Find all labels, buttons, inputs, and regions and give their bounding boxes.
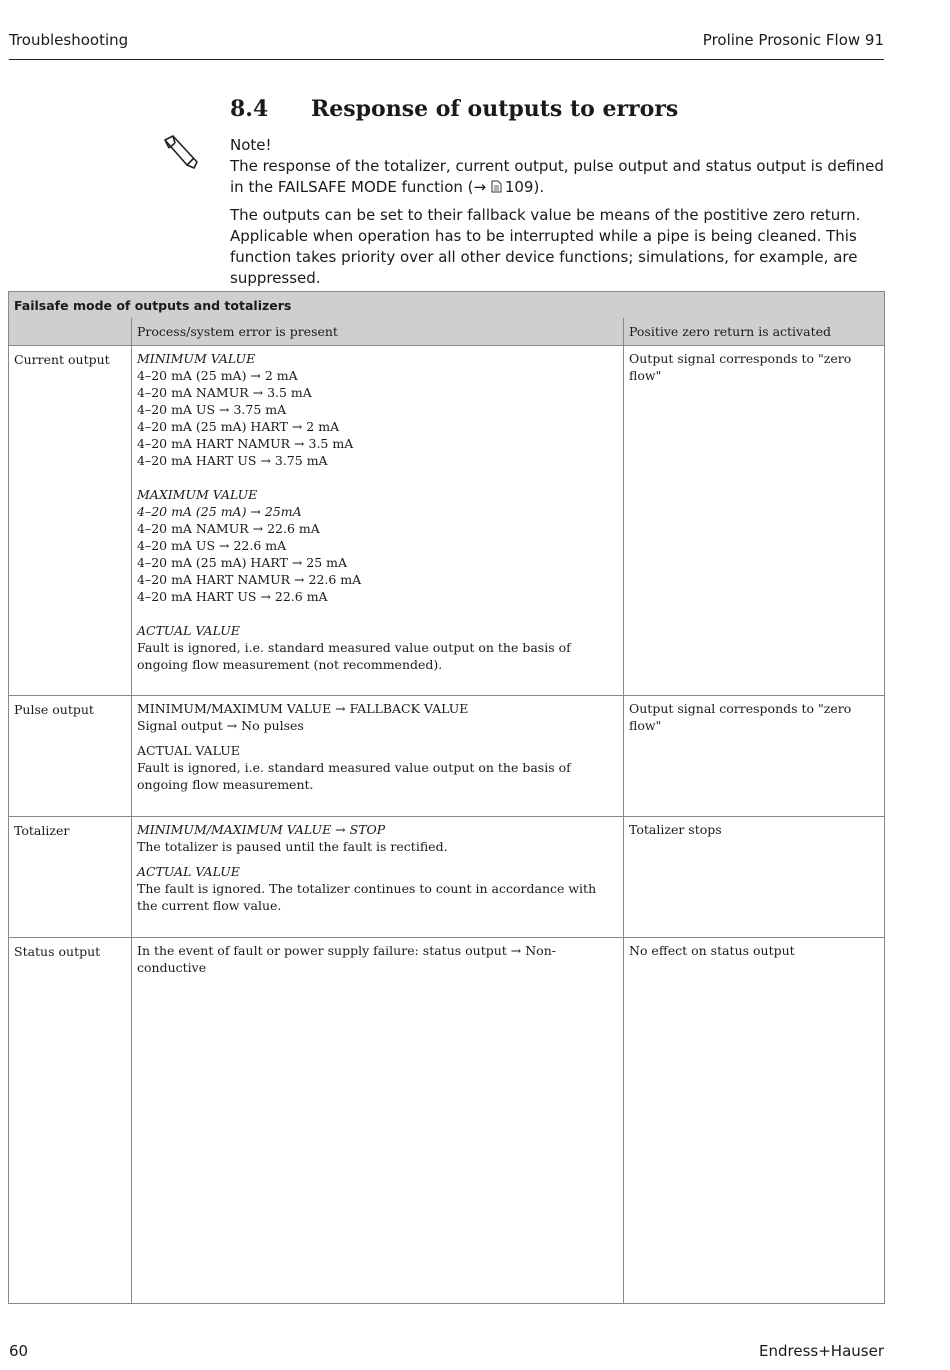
running-header-chapter: Troubleshooting	[9, 31, 129, 49]
function-name: FAILSAFE MODE	[277, 178, 397, 196]
pencil-icon	[161, 134, 201, 170]
row-label-current-output: Current output	[9, 346, 132, 696]
header-rule	[9, 59, 884, 60]
note-label: Note!	[230, 136, 272, 154]
max-value-heading: MAXIMUM VALUE	[137, 487, 258, 502]
totalizer-error-cell	[132, 817, 624, 938]
current-output-zero-return-cell: Output signal corresponds to "zero flow"	[624, 346, 885, 696]
list-item: Signal output → No pulses	[137, 718, 304, 733]
list-item: 4–20 mA HART NAMUR → 22.6 mA	[137, 572, 362, 587]
spacer	[137, 605, 618, 622]
page-reference-icon	[491, 180, 502, 193]
header-empty-cell	[9, 318, 132, 346]
note-text-end: ).	[533, 178, 545, 196]
section-number: 8.4	[230, 96, 269, 122]
table-title: Failsafe mode of outputs and totalizers	[9, 292, 885, 319]
header-zero-return: Positive zero return is activated	[624, 318, 885, 346]
table-row	[9, 346, 885, 696]
page-number: 60	[9, 1342, 29, 1360]
current-output-error-cell	[132, 346, 624, 696]
list-item: 4–20 mA NAMUR → 3.5 mA	[137, 385, 312, 400]
note-text	[230, 156, 885, 198]
row-label-status-output: Status output	[9, 938, 132, 1304]
table-row	[9, 817, 885, 938]
table-row	[9, 696, 885, 817]
list-item: 4–20 mA (25 mA) → 2 mA	[137, 368, 298, 383]
table-row	[9, 938, 885, 1304]
section-title: Response of outputs to errors	[311, 96, 679, 122]
spacer	[137, 734, 618, 742]
list-item: 4–20 mA (25 mA) HART → 2 mA	[137, 419, 340, 434]
list-item: 4–20 mA HART NAMUR → 3.5 mA	[137, 436, 354, 451]
totalizer-zero-return-cell: Totalizer stops	[624, 817, 885, 938]
note-text-start: The response of the totalizer, current output, pulse output and status output is defined in the	[230, 157, 884, 196]
list-item: 4–20 mA HART US → 3.75 mA	[137, 453, 328, 468]
list-item: 4–20 mA US → 22.6 mA	[137, 538, 287, 553]
status-output-error-cell: In the event of fault or power supply failure: status output → Non-conductive	[132, 938, 624, 1304]
page-reference: 109	[504, 178, 534, 196]
actual-value-heading: ACTUAL VALUE	[137, 623, 240, 638]
actual-value-text: The fault is ignored. The totalizer continues to count in accordance with the current flow value.	[137, 881, 597, 913]
footer-brand: Endress+Hauser	[759, 1342, 884, 1360]
actual-value-heading: ACTUAL VALUE	[137, 864, 240, 879]
actual-value-text: Fault is ignored, i.e. standard measured value output on the basis of ongoing flow measurement (not recommended).	[137, 640, 571, 672]
pulse-output-error-cell	[132, 696, 624, 817]
list-item: 4–20 mA NAMUR → 22.6 mA	[137, 521, 320, 536]
list-item: MINIMUM/MAXIMUM VALUE → STOP	[137, 822, 386, 837]
list-item: The totalizer is paused until the fault is rectified.	[137, 839, 448, 854]
spacer	[137, 855, 618, 863]
list-item: 4–20 mA (25 mA) → 25mA	[137, 504, 302, 519]
min-value-heading: MINIMUM VALUE	[137, 351, 256, 366]
list-item: 4–20 mA (25 mA) HART → 25 mA	[137, 555, 348, 570]
header-process-error: Process/system error is present	[132, 318, 624, 346]
list-item: MINIMUM/MAXIMUM VALUE → FALLBACK VALUE	[137, 701, 469, 716]
intro-paragraph: The outputs can be set to their fallback value be means of the postitive zero return. Applicable when operation has to be interrupted while a pipe is being cleaned. This function takes priority over all other device functions; simulations, for example, are suppressed.	[230, 206, 861, 287]
status-output-zero-return-cell: No effect on status output	[624, 938, 885, 1304]
row-label-totalizer: Totalizer	[9, 817, 132, 938]
row-label-pulse-output: Pulse output	[9, 696, 132, 817]
list-item: 4–20 mA US → 3.75 mA	[137, 402, 287, 417]
spacer	[137, 469, 618, 486]
pulse-output-zero-return-cell: Output signal corresponds to "zero flow"	[624, 696, 885, 817]
list-item: 4–20 mA HART US → 22.6 mA	[137, 589, 328, 604]
running-header-product: Proline Prosonic Flow 91	[702, 31, 884, 49]
note-text-mid: function (→	[396, 178, 491, 196]
actual-value-heading: ACTUAL VALUE	[137, 743, 240, 758]
actual-value-text: Fault is ignored, i.e. standard measured value output on the basis of ongoing flow measurement.	[137, 760, 571, 792]
failsafe-table	[8, 291, 885, 1304]
